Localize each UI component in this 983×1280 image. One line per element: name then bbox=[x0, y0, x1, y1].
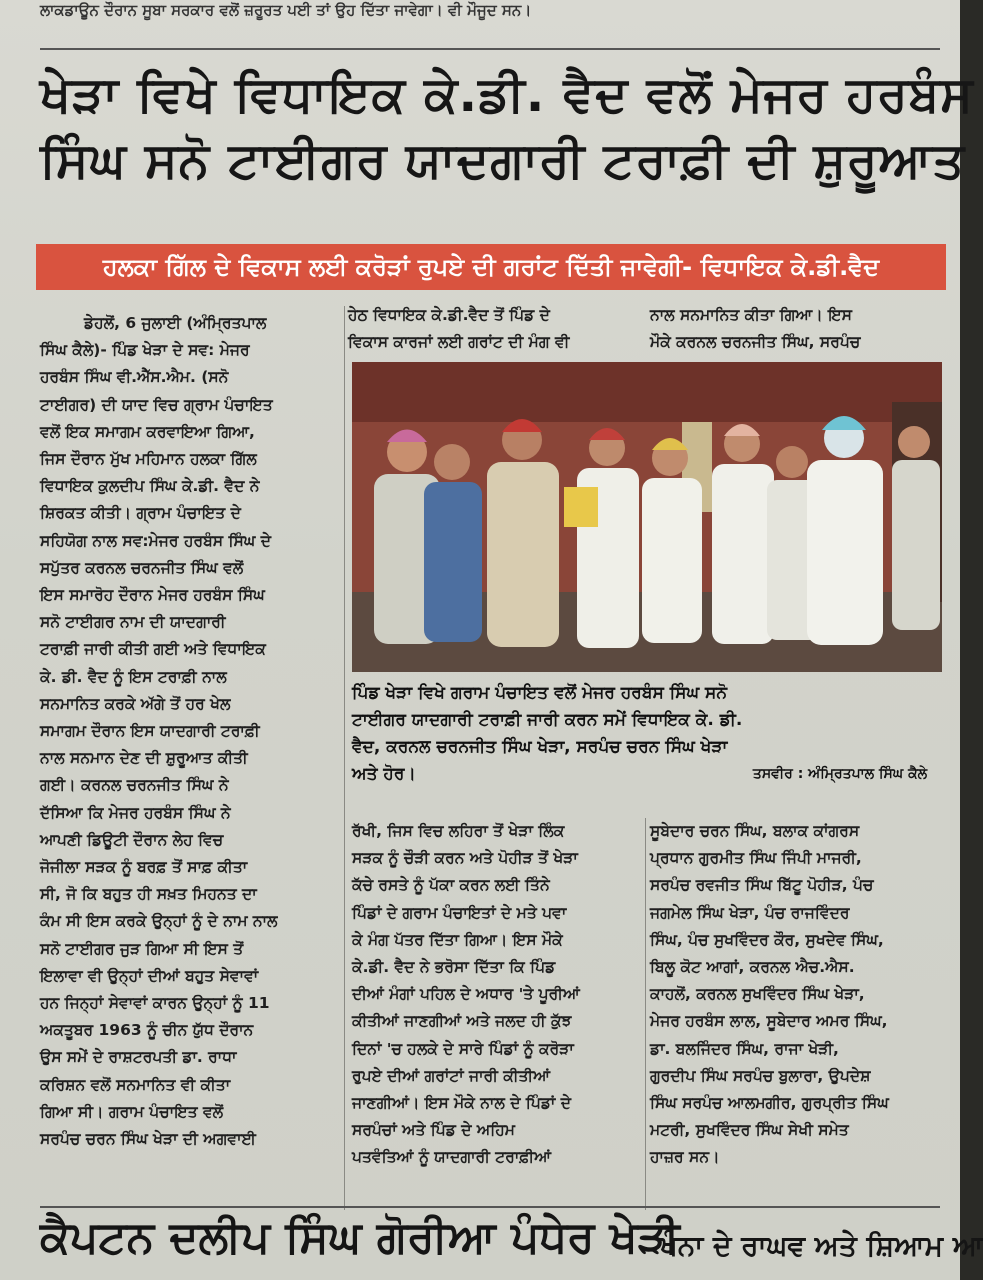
text-line: ਸਨਮਾਨਿਤ ਕਰਕੇ ਅੱਗੇ ਤੋਂ ਹਰ ਖੇਲ bbox=[40, 694, 231, 713]
text-line: ਕੱਚੇ ਰਸਤੇ ਨੂੰ ਪੱਕਾ ਕਰਨ ਲਈ ਤਿੰਨੇ bbox=[352, 876, 550, 895]
text-line: ਸਪੁੱਤਰ ਕਰਨਲ ਚਰਨਜੀਤ ਸਿੰਘ ਵਲੋਂ bbox=[40, 558, 244, 577]
text-line: ਕੇ.ਡੀ. ਵੈਦ ਨੇ ਭਰੋਸਾ ਦਿੱਤਾ ਕਿ ਪਿੰਡ bbox=[352, 958, 556, 977]
text-line: ਹੇਠ ਵਿਧਾਇਕ ਕੇ.ਡੀ.ਵੈਦ ਤੋਂ ਪਿੰਡ ਦੇ bbox=[348, 306, 550, 324]
column-divider bbox=[344, 306, 345, 1210]
text-line: ਵਿਧਾਇਕ ਕੁਲਦੀਪ ਸਿੰਘ ਕੇ.ਡੀ. ਵੈਦ ਨੇ bbox=[40, 477, 260, 496]
text-line: ਉਸ ਸਮੇਂ ਦੇ ਰਾਸ਼ਟਰਪਤੀ ਡਾ. ਰਾਧਾ bbox=[40, 1048, 237, 1067]
article-column-3-top bbox=[650, 302, 940, 356]
text-line: ਦੀਆਂ ਮੰਗਾਂ ਪਹਿਲ ਦੇ ਅਧਾਰ 'ਤੇ ਪੂਰੀਆਂ bbox=[352, 985, 580, 1004]
text-line: ਸਿੰਘ ਸਰਪੰਚ ਆਲਮਗੀਰ, ਗੁਰਪ੍ਰੀਤ ਸਿੰਘ bbox=[650, 1094, 889, 1113]
text-line: ਕਰਿਸ਼ਨ ਵਲੋਂ ਸਨਮਾਨਿਤ ਵੀ ਕੀਤਾ bbox=[40, 1075, 231, 1094]
headline bbox=[40, 62, 974, 194]
caption-line: ਅਤੇ ਹੋਰ। bbox=[352, 764, 416, 784]
text-line: ਸਮਾਗਮ ਦੌਰਾਨ ਇਸ ਯਾਦਗਾਰੀ ਟਰਾਫ਼ੀ bbox=[40, 722, 260, 741]
next-article-headline-right bbox=[660, 1222, 983, 1270]
previous-article-tail bbox=[40, 0, 940, 20]
photo-caption bbox=[352, 680, 942, 788]
text-line: ਮੌਕੇ ਕਰਨਲ ਚਰਨਜੀਤ ਸਿੰਘ, ਸਰਪੰਚ bbox=[650, 333, 861, 352]
text-line: ਸ਼ਿਰਕਤ ਕੀਤੀ। ਗ੍ਰਾਮ ਪੰਚਾਇਤ ਦੇ bbox=[40, 504, 241, 523]
text-line: ਸਿੰਘ ਕੈਲੇ)- ਪਿੰਡ ਖੇੜਾ ਦੇ ਸਵ: ਮੇਜਰ bbox=[40, 341, 250, 360]
column-divider bbox=[645, 818, 646, 1210]
text-line: ਟਾਈਗਰ) ਦੀ ਯਾਦ ਵਿਚ ਗ੍ਰਾਮ ਪੰਚਾਇਤ bbox=[40, 395, 273, 414]
text-line: ਇਲਾਵਾ ਵੀ ਉਨ੍ਹਾਂ ਦੀਆਂ ਬਹੁਤ ਸੇਵਾਵਾਂ bbox=[40, 966, 259, 985]
headline-line: ਖੰਨਾ ਦੇ ਰਾਘਵ ਅਤੇ ਸ਼ਿਆਮ ਆ bbox=[660, 1229, 983, 1262]
next-article-headline bbox=[40, 1208, 680, 1268]
text-line: ਹਰਬੰਸ ਸਿੰਘ ਵੀ.ਐੱਸ.ਐਮ. (ਸਨੋ bbox=[40, 368, 229, 387]
photo-credit: ਤਸਵੀਰ : ਅੰਮ੍ਰਿਤਪਾਲ ਸਿੰਘ ਕੈਲੇ bbox=[752, 766, 928, 782]
text-line: ਵਲੋਂ ਇਕ ਸਮਾਗਮ ਕਰਵਾਇਆ ਗਿਆ, bbox=[40, 422, 255, 441]
headline-line: ਸਿੰਘ ਸਨੋ ਟਾਈਗਰ ਯਾਦਗਾਰੀ ਟਰਾਫ਼ੀ ਦੀ ਸ਼ੁਰੂਆਤ bbox=[40, 132, 966, 189]
text-line: ਨਾਲ ਸਨਮਾਨਿਤ ਕੀਤਾ ਗਿਆ। ਇਸ bbox=[650, 306, 852, 324]
caption-line: ਪਿੰਡ ਖੇੜਾ ਵਿਖੇ ਗਰਾਮ ਪੰਚਾਇਤ ਵਲੋਂ ਮੇਜਰ ਹਰਬੰਸ ਸਿੰਘ ਸਨੋ bbox=[352, 683, 728, 703]
article-column-3-bottom bbox=[650, 818, 940, 1172]
text-line: ਸਰਪੰਚਾਂ ਅਤੇ ਪਿੰਡ ਦੇ ਅਹਿਮ bbox=[352, 1121, 515, 1140]
text-line: ਨਾਲ ਸਨਮਾਨ ਦੇਣ ਦੀ ਸ਼ੁਰੂਆਤ ਕੀਤੀ bbox=[40, 749, 248, 768]
text-line: ਪਤਵੰਤਿਆਂ ਨੂੰ ਯਾਦਗਾਰੀ ਟਰਾਫ਼ੀਆਂ bbox=[352, 1148, 551, 1167]
text-line: ਗੁਰਦੀਪ ਸਿੰਘ ਸਰਪੰਚ ਬੁਲਾਰਾ, ਉਪਦੇਸ਼ bbox=[650, 1066, 871, 1085]
group-photo-illustration bbox=[352, 362, 942, 672]
text-line: ਰੁਪਏ ਦੀਆਂ ਗਰਾਂਟਾਂ ਜਾਰੀ ਕੀਤੀਆਂ bbox=[352, 1066, 551, 1085]
subheadline-banner: ਹਲਕਾ ਗਿੱਲ ਦੇ ਵਿਕਾਸ ਲਈ ਕਰੋੜਾਂ ਰੁਪਏ ਦੀ ਗਰਾਂਟ ਦਿੱਤੀ ਜਾਵੇਗੀ- ਵਿਧਾਇਕ ਕੇ.ਡੀ.ਵੈਦ bbox=[36, 244, 946, 290]
text-line: ਸਰਪੰਚ ਰਵਜੀਤ ਸਿੰਘ ਬਿੱਟੂ ਪੋਹੀੜ, ਪੰਚ bbox=[650, 876, 874, 895]
text-line: ਸਨੋ ਟਾਈਗਰ ਜੁੜ ਗਿਆ ਸੀ ਇਸ ਤੋਂ bbox=[40, 939, 244, 958]
text-line: ਇਸ ਸਮਾਰੋਹ ਦੌਰਾਨ ਮੇਜਰ ਹਰਬੰਸ ਸਿੰਘ bbox=[40, 586, 265, 605]
text-line: ਕੀਤੀਆਂ ਜਾਣਗੀਆਂ ਅਤੇ ਜਲਦ ਹੀ ਕੁੱਝ bbox=[352, 1012, 572, 1031]
text-line: ਜਾਣਗੀਆਂ। ਇਸ ਮੌਕੇ ਨਾਲ ਦੇ ਪਿੰਡਾਂ ਦੇ bbox=[352, 1094, 571, 1113]
text-line: ਡਾ. ਬਲਜਿੰਦਰ ਸਿੰਘ, ਰਾਜਾ ਖੇੜੀ, bbox=[650, 1039, 839, 1058]
text-line: ਦਿਨਾਂ 'ਚ ਹਲਕੇ ਦੇ ਸਾਰੇ ਪਿੰਡਾਂ ਨੂੰ ਕਰੋੜਾ bbox=[352, 1039, 574, 1058]
text-line: ਡੇਹਲੋਂ, 6 ਜੁਲਾਈ (ਅੰਮ੍ਰਿਤਪਾਲ bbox=[84, 314, 267, 332]
text-line: ਜਗਮੇਲ ਸਿੰਘ ਖੇੜਾ, ਪੰਚ ਰਾਜਵਿੰਦਰ bbox=[650, 903, 850, 922]
article-column-1 bbox=[40, 310, 338, 1153]
divider bbox=[40, 48, 940, 50]
article-column-2-top bbox=[348, 302, 640, 356]
article-column-2-bottom bbox=[352, 818, 640, 1172]
text-line: ਜੋਜੀਲਾ ਸੜਕ ਨੂੰ ਬਰਫ਼ ਤੋਂ ਸਾਫ਼ ਕੀਤਾ bbox=[40, 858, 248, 877]
text-line: ਹਨ ਜਿਨ੍ਹਾਂ ਸੇਵਾਵਾਂ ਕਾਰਨ ਉਨ੍ਹਾਂ ਨੂੰ 11 bbox=[40, 994, 270, 1013]
headline-line: ਕੈਪਟਨ ਦਲੀਪ ਸਿੰਘ ਗੋਰੀਆ ਪੰਧੇਰ ਖੇੜੀ bbox=[40, 1212, 680, 1263]
text-line: ਸਿੰਘ, ਪੰਚ ਸੁਖਵਿੰਦਰ ਕੌਰ, ਸੁਖਦੇਵ ਸਿੰਘ, bbox=[650, 930, 884, 949]
text-line: ਸੀ, ਜੋ ਕਿ ਬਹੁਤ ਹੀ ਸਖ਼ਤ ਮਿਹਨਤ ਦਾ bbox=[40, 885, 257, 904]
text-line: ਹਾਜ਼ਰ ਸਨ। bbox=[650, 1148, 720, 1167]
text-line: ਪਿੰਡਾਂ ਦੇ ਗਰਾਮ ਪੰਚਾਇਤਾਂ ਦੇ ਮਤੇ ਪਵਾ bbox=[352, 903, 567, 922]
text-line: ਕਾਹਲੋਂ, ਕਰਨਲ ਸੁਖਵਿੰਦਰ ਸਿੰਘ ਖੇੜਾ, bbox=[650, 985, 865, 1004]
text-line: ਅਕਤੂਬਰ 1963 ਨੂੰ ਚੀਨ ਯੁੱਧ ਦੌਰਾਨ bbox=[40, 1021, 254, 1040]
text-line: ਮੇਜਰ ਹਰਬੰਸ ਲਾਲ, ਸੂਬੇਦਾਰ ਅਮਰ ਸਿੰਘ, bbox=[650, 1012, 888, 1031]
news-photo bbox=[352, 362, 942, 672]
text-line: ਸੂਬੇਦਾਰ ਚਰਨ ਸਿੰਘ, ਬਲਾਕ ਕਾਂਗਰਸ bbox=[650, 822, 860, 840]
text-line: ਗਿਆ ਸੀ। ਗਰਾਮ ਪੰਚਾਇਤ ਵਲੋਂ bbox=[40, 1102, 224, 1121]
text-line: ਮਟਰੀ, ਸੁਖਵਿੰਦਰ ਸਿੰਘ ਸੇਖੀ ਸਮੇਤ bbox=[650, 1121, 849, 1140]
text-line: ਆਪਣੀ ਡਿਊਟੀ ਦੌਰਾਨ ਲੇਹ ਵਿਚ bbox=[40, 830, 224, 849]
text-line: ਟਰਾਫ਼ੀ ਜਾਰੀ ਕੀਤੀ ਗਈ ਅਤੇ ਵਿਧਾਇਕ bbox=[40, 640, 266, 659]
text-line: ਬਿਲੂ ਕੋਟ ਆਗਾਂ, ਕਰਨਲ ਐਚ.ਐਸ. bbox=[650, 958, 855, 977]
text-line: ਗਈ। ਕਰਨਲ ਚਰਨਜੀਤ ਸਿੰਘ ਨੇ bbox=[40, 776, 229, 795]
text-line: ਸੜਕ ਨੂੰ ਚੌੜੀ ਕਰਨ ਅਤੇ ਪੋਹੀੜ ਤੋਂ ਖੇੜਾ bbox=[352, 849, 578, 868]
text-line: ਪ੍ਰਧਾਨ ਗੁਰਮੀਤ ਸਿੰਘ ਜਿੰਪੀ ਮਾਜਰੀ, bbox=[650, 849, 862, 868]
caption-line: ਵੈਦ, ਕਰਨਲ ਚਰਨਜੀਤ ਸਿੰਘ ਖੇੜਾ, ਸਰਪੰਚ ਚਰਨ ਸਿੰਘ ਖੇੜਾ bbox=[352, 737, 728, 757]
text-line: ਲਾਕਡਾਊਨ ਦੌਰਾਨ ਸੂਬਾ ਸਰਕਾਰ ਵਲੋਂ ਜ਼ਰੂਰਤ ਪਈ ਤਾਂ ਉਹ ਦਿੱਤਾ ਜਾਵੇਗਾ। ਵੀ ਮੌਜੂਦ ਸਨ। bbox=[40, 1, 532, 19]
text-line: ਸਨੋ ਟਾਈਗਰ ਨਾਮ ਦੀ ਯਾਦਗਾਰੀ bbox=[40, 613, 226, 632]
text-line: ਕੰਮ ਸੀ ਇਸ ਕਰਕੇ ਉਨ੍ਹਾਂ ਨੂੰ ਦੇ ਨਾਮ ਨਾਲ bbox=[40, 912, 278, 931]
text-line: ਸਹਿਯੋਗ ਨਾਲ ਸਵ:ਮੇਜਰ ਹਰਬੰਸ ਸਿੰਘ ਦੇ bbox=[40, 531, 271, 550]
text-line: ਰੱਖੀ, ਜਿਸ ਵਿਚ ਲਹਿਰਾ ਤੋਂ ਖੇੜਾ ਲਿੰਕ bbox=[352, 822, 565, 840]
headline-line: ਖੇੜਾ ਵਿਖੇ ਵਿਧਾਇਕ ਕੇ.ਡੀ. ਵੈਦ ਵਲੋਂ ਮੇਜਰ ਹਰਬੰਸ bbox=[40, 66, 974, 123]
text-line: ਸਰਪੰਚ ਚਰਨ ਸਿੰਘ ਖੇੜਾ ਦੀ ਅਗਵਾਈ bbox=[40, 1130, 256, 1149]
text-line: ਦੱਸਿਆ ਕਿ ਮੇਜਰ ਹਰਬੰਸ ਸਿੰਘ ਨੇ bbox=[40, 803, 231, 822]
text-line: ਵਿਕਾਸ ਕਾਰਜਾਂ ਲਈ ਗਰਾਂਟ ਦੀ ਮੰਗ ਵੀ bbox=[348, 333, 570, 352]
text-line: ਜਿਸ ਦੌਰਾਨ ਮੁੱਖ ਮਹਿਮਾਨ ਹਲਕਾ ਗਿੱਲ bbox=[40, 450, 257, 469]
text-line: ਕੇ. ਡੀ. ਵੈਦ ਨੂੰ ਇਸ ਟਰਾਫ਼ੀ ਨਾਲ bbox=[40, 667, 227, 686]
text-line: ਕੇ ਮੰਗ ਪੱਤਰ ਦਿੱਤਾ ਗਿਆ। ਇਸ ਮੌਕੇ bbox=[352, 930, 563, 949]
caption-line: ਟਾਈਗਰ ਯਾਦਗਾਰੀ ਟਰਾਫ਼ੀ ਜਾਰੀ ਕਰਨ ਸਮੇਂ ਵਿਧਾਇਕ ਕੇ. ਡੀ. bbox=[352, 710, 743, 730]
